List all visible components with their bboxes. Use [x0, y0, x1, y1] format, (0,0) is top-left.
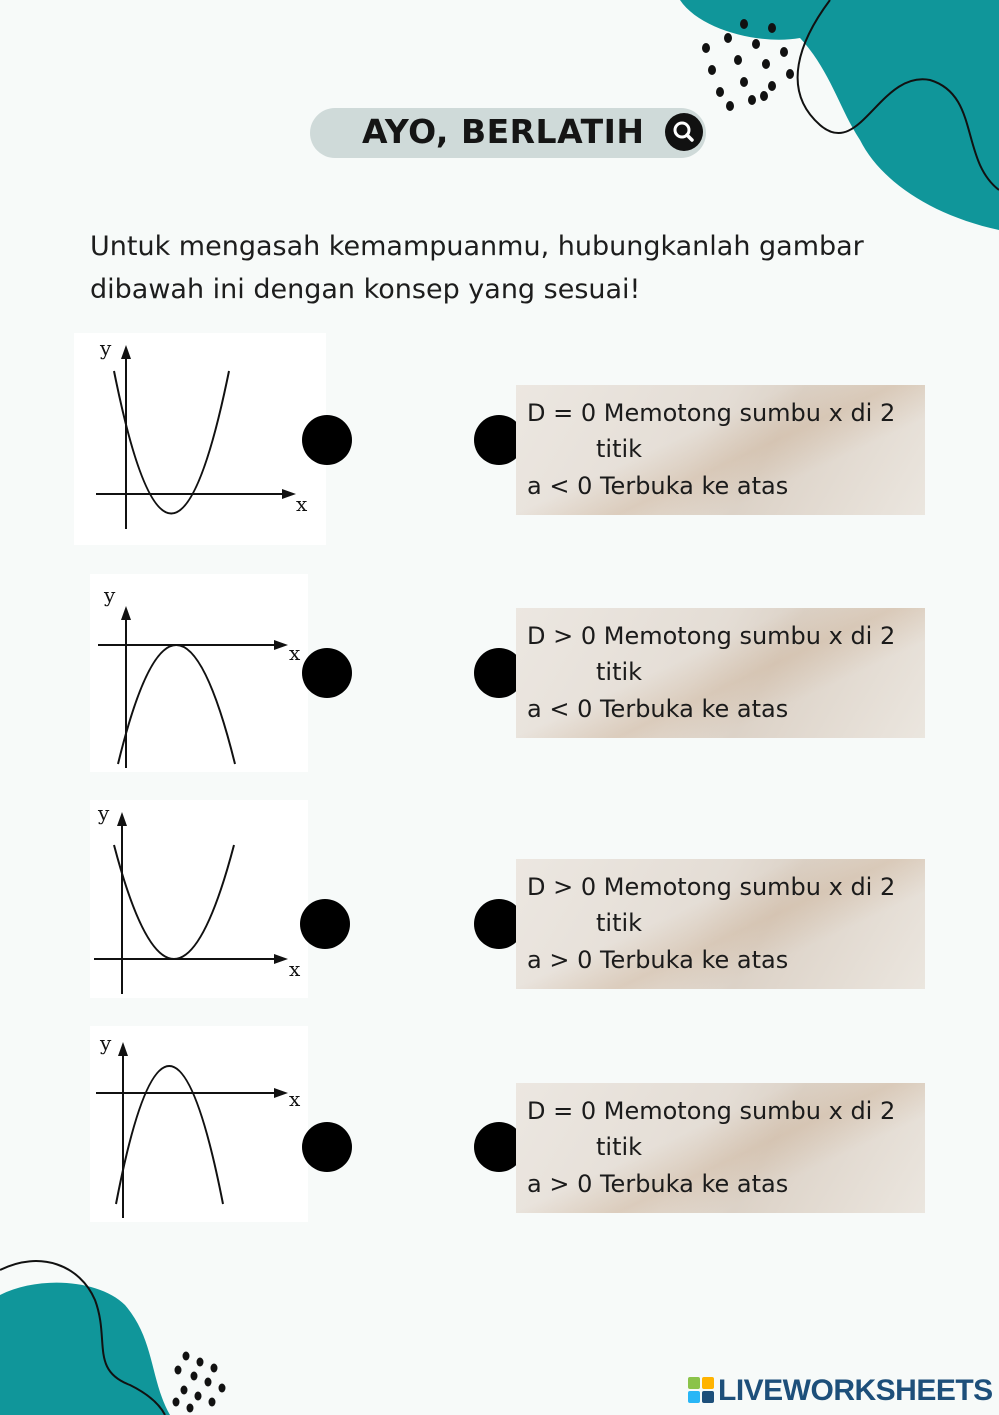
- x-axis-label: x: [296, 492, 308, 516]
- graph-card-4: [90, 1026, 308, 1222]
- concept-1-discriminant: D = 0 Memotong sumbu x di 2: [527, 399, 896, 427]
- x-axis-arrow: [282, 489, 296, 499]
- concept-2-continuation: titik: [596, 658, 643, 686]
- parabola-curve: [118, 645, 235, 764]
- x-axis-label: x: [289, 957, 301, 981]
- concept-4-continuation: titik: [596, 1133, 643, 1161]
- y-axis-label: y: [98, 801, 110, 825]
- search-button[interactable]: [665, 113, 703, 151]
- brand-name: LIVEWORKSHEETS: [718, 1374, 993, 1407]
- graph-card-3: [90, 800, 308, 998]
- graph-3-connector-dot[interactable]: [300, 899, 350, 949]
- x-axis-label: x: [289, 641, 301, 665]
- concept-card-2[interactable]: [516, 608, 925, 738]
- parabola-graph-4: [90, 1026, 308, 1222]
- liveworksheets-brand: [688, 1374, 993, 1408]
- parabola-curve: [116, 1066, 223, 1204]
- y-axis-label: y: [100, 336, 112, 360]
- graph-card-2: [90, 574, 308, 772]
- concept-4-discriminant: D = 0 Memotong sumbu x di 2: [527, 1097, 896, 1125]
- instruction-text: [90, 225, 930, 311]
- top-right-dots: [702, 19, 794, 111]
- bottom-left-curve-line: [0, 1261, 165, 1415]
- parabola-graph-1: [74, 333, 326, 545]
- y-axis-label: y: [104, 583, 116, 607]
- concept-card-4[interactable]: [516, 1083, 925, 1213]
- y-axis-arrow: [121, 606, 131, 620]
- y-axis-label: y: [100, 1031, 112, 1055]
- parabola-curve: [114, 371, 229, 514]
- concept-4-direction: a > 0 Terbuka ke atas: [527, 1170, 789, 1198]
- concept-1-continuation: titik: [596, 435, 643, 463]
- parabola-graph-3: [90, 800, 308, 998]
- x-axis-arrow: [274, 1088, 288, 1098]
- y-axis-arrow: [117, 812, 127, 826]
- top-right-blob: [680, 0, 999, 230]
- instruction-line-1: Untuk mengasah kemampuanmu, hubungkanlah gambar: [90, 231, 864, 262]
- parabola-graph-2: [90, 574, 308, 772]
- concept-2-discriminant: D > 0 Memotong sumbu x di 2: [527, 622, 896, 650]
- concept-card-3[interactable]: [516, 859, 925, 989]
- x-axis-arrow: [274, 954, 288, 964]
- x-axis-label: x: [289, 1087, 301, 1111]
- graph-4-connector-dot[interactable]: [302, 1122, 352, 1172]
- bottom-left-blob: [0, 1283, 170, 1415]
- graph-2-connector-dot[interactable]: [302, 648, 352, 698]
- bottom-left-dots: [173, 1352, 226, 1413]
- x-axis-arrow: [274, 640, 288, 650]
- concept-3-continuation: titik: [596, 909, 643, 937]
- top-right-curve-line: [798, 0, 999, 190]
- concept-1-direction: a < 0 Terbuka ke atas: [527, 472, 789, 500]
- y-axis-arrow: [121, 345, 131, 359]
- page-title: AYO, BERLATIH: [362, 112, 645, 151]
- parabola-curve: [114, 845, 234, 959]
- instruction-line-2: dibawah ini dengan konsep yang sesuai!: [90, 274, 641, 305]
- concept-2-direction: a < 0 Terbuka ke atas: [527, 695, 789, 723]
- graph-1-connector-dot[interactable]: [302, 415, 352, 465]
- concept-card-1[interactable]: [516, 385, 925, 515]
- y-axis-arrow: [118, 1042, 128, 1056]
- liveworksheets-logo-icon: [688, 1377, 716, 1405]
- search-icon: [665, 113, 703, 151]
- graph-card-1: [74, 333, 326, 545]
- concept-3-discriminant: D > 0 Memotong sumbu x di 2: [527, 873, 896, 901]
- concept-3-direction: a > 0 Terbuka ke atas: [527, 946, 789, 974]
